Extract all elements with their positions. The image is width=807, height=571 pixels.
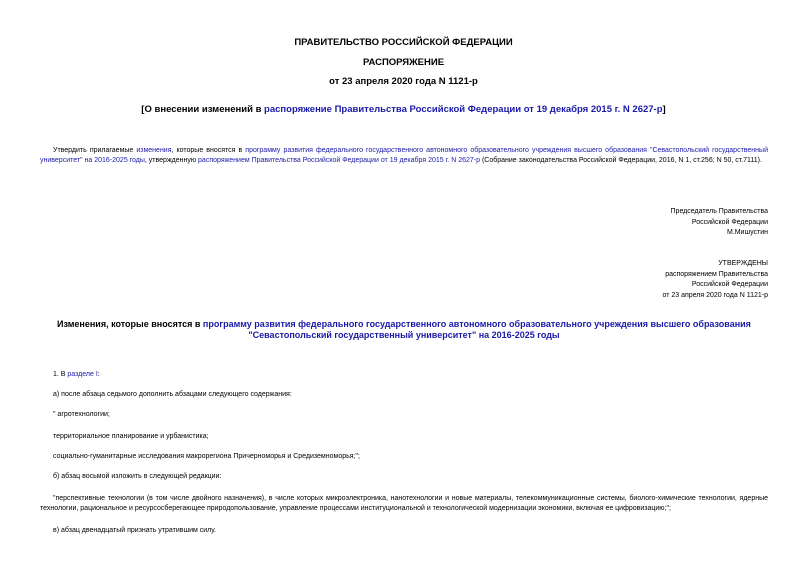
item-1-prefix: 1. В — [53, 371, 68, 378]
changes-title-prefix: Изменения, которые вносятся в — [57, 319, 203, 329]
quote-line-2: территориальное планирование и урбанистика; — [53, 433, 209, 440]
changes-title — [40, 319, 768, 341]
item-b: б) абзац восьмой изложить в следующей редакции: — [53, 473, 222, 480]
signature-line-3: М.Мишустин — [726, 229, 768, 236]
subject-prefix: [О внесении изменений в — [141, 104, 265, 115]
date-number-heading: от 23 апреля 2020 года N 1121-р — [329, 76, 478, 87]
section-1-link[interactable]: разделе I — [67, 371, 98, 378]
signature-line-1: Председатель Правительства — [670, 208, 768, 215]
changes-title-program-link[interactable]: программу развития федерального государственного автономного образовательного учреждения высшего образования "Севастопольский государственный университет" на 2016-2025 годы — [202, 319, 751, 340]
approved-line-4: от 23 апреля 2020 года N 1121-р — [662, 291, 768, 299]
item-1 — [53, 371, 100, 378]
signature-line-2: Российской Федерации — [691, 218, 768, 226]
doc-type-heading: РАСПОРЯЖЕНИЕ — [362, 57, 445, 68]
item-a: а) после абзаца седьмого дополнить абзацами следующего содержания: — [53, 391, 292, 398]
item-1-suffix: : — [97, 371, 100, 378]
p1-text-a: Утвердить прилагаемые — [53, 147, 137, 154]
signature-block — [671, 207, 768, 239]
quote-line-1: " агротехнологии; — [53, 411, 110, 418]
subject-heading — [0, 104, 807, 115]
org-heading: ПРАВИТЕЛЬСТВО РОССИЙСКОЙ ФЕДЕРАЦИИ — [294, 37, 513, 48]
item-c: в) абзац двенадцатый признать утратившим силу. — [53, 527, 217, 534]
main-paragraph — [40, 146, 768, 166]
subject-link[interactable]: распоряжение Правительства Российской Федерации от 19 декабря 2015 г. N 2627-р — [264, 104, 663, 115]
order-link[interactable]: распоряжением Правительства Российской Федерации от 19 декабря 2015 г. N 2627-р — [198, 157, 480, 164]
item-b-text: "перспективные технологии (в том числе двойного назначения), в числе которых микроэлектроника, нанотехнологии и новые материалы, телекоммуникационные системы, биолого-химические технологии, ядерные технологии, рациональное и ресурсосберегающее природопользование, управление процессами институциональной и технологической модернизации экономики, включая ее цифровизацию;"; — [40, 495, 768, 512]
p1-text-d: (Собрание законодательства Российской Федерации, 2016, N 1, ст.256; N 50, ст.7111). — [480, 157, 762, 164]
program-link[interactable]: программу развития федерального государственного автономного образовательного учреждения высшего образования "Севастопольский государственный университет" на 2016-2025 годы — [40, 147, 768, 164]
approved-block — [662, 259, 768, 301]
approved-line-1: УТВЕРЖДЕНЫ — [718, 260, 768, 267]
p1-text-c: , утвержденную — [144, 157, 199, 164]
quote-line-3: социально-гуманитарные исследования макрорегиона Причерноморья и Средиземноморья;"; — [53, 453, 360, 460]
p1-text-b: , которые вносятся в — [171, 147, 246, 154]
approved-line-3: Российской Федерации — [691, 281, 768, 288]
changes-link[interactable]: изменения — [136, 147, 172, 154]
subject-suffix: ] — [662, 104, 666, 115]
approved-line-2: распоряжением Правительства — [665, 270, 768, 278]
